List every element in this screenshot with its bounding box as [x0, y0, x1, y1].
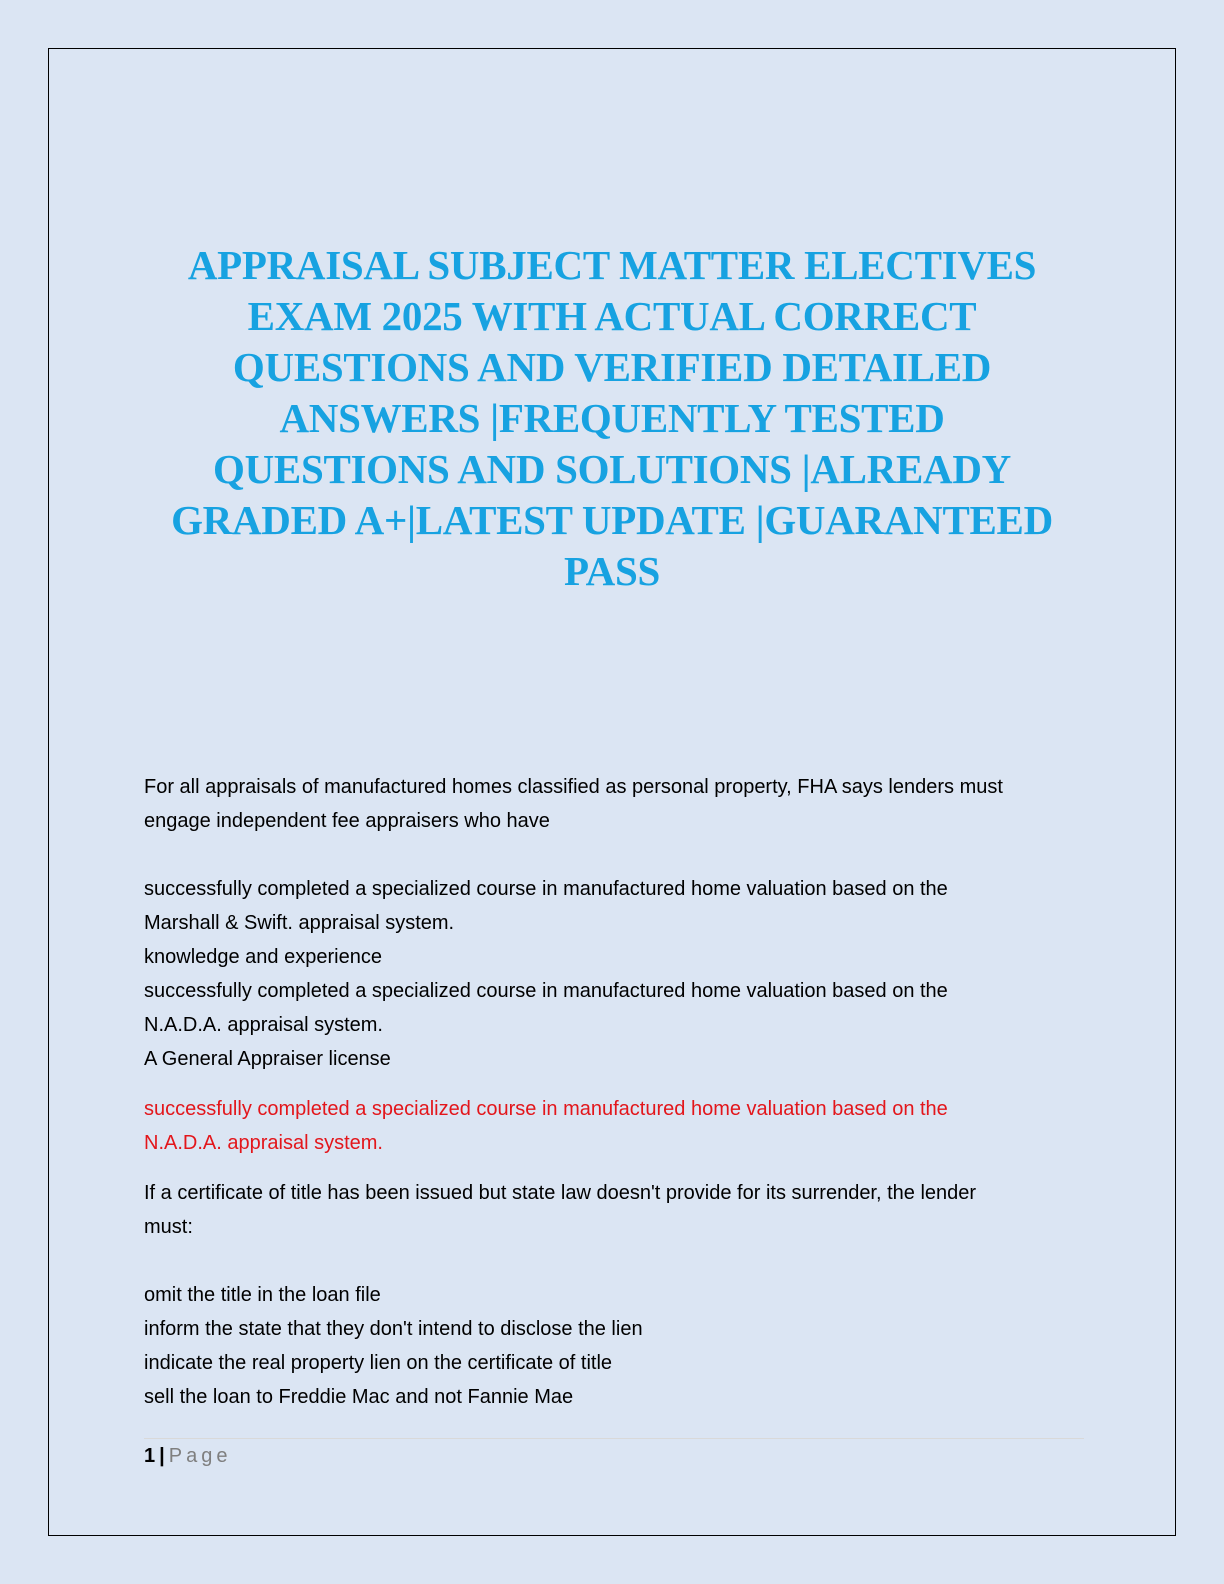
question-text-line: For all appraisals of manufactured homes classified as personal property, FHA says lenders must [144, 776, 1003, 798]
document-title [120, 240, 1104, 597]
answer-line: successfully completed a specialized course in manufactured home valuation based on the [144, 1098, 948, 1120]
option-line: knowledge and experience [144, 946, 382, 968]
option-line: successfully completed a specialized course in manufactured home valuation based on the [144, 980, 948, 1002]
title-line: EXAM 2025 WITH ACTUAL CORRECT [247, 293, 977, 339]
option-line: A General Appraiser license [144, 1048, 391, 1070]
footer-divider [144, 1438, 1084, 1439]
question-block [144, 770, 1084, 1160]
option-line: Marshall & Swift. appraisal system. [144, 912, 455, 934]
option-line: N.A.D.A. appraisal system. [144, 1014, 383, 1036]
title-line: QUESTIONS AND VERIFIED DETAILED [232, 344, 992, 390]
title-line: GRADED A+|LATEST UPDATE |GUARANTEED [171, 497, 1053, 543]
title-line: APPRAISAL SUBJECT MATTER ELECTIVES [187, 242, 1037, 288]
page-footer [144, 1442, 231, 1470]
option-line: omit the title in the loan file [144, 1284, 381, 1306]
question-text-line: engage independent fee appraisers who have [144, 810, 550, 832]
question-text-line: must: [144, 1216, 193, 1238]
document-body [144, 770, 1084, 1414]
page-label: Page [168, 1445, 232, 1467]
option-line: sell the loan to Freddie Mac and not Fannie Mae [144, 1386, 574, 1408]
title-line: PASS [563, 548, 660, 594]
page-number: 1 [144, 1445, 156, 1467]
title-line: ANSWERS |FREQUENTLY TESTED [279, 395, 945, 441]
option-line: inform the state that they don't intend to disclose the lien [144, 1318, 643, 1340]
answer-line: N.A.D.A. appraisal system. [144, 1132, 383, 1154]
question-text-line: If a certificate of title has been issued but state law doesn't provide for its surrender, the lender [144, 1182, 977, 1204]
question-block [144, 1176, 1084, 1414]
footer-separator: | [159, 1445, 165, 1467]
title-line: QUESTIONS AND SOLUTIONS |ALREADY [213, 446, 1011, 492]
option-line: indicate the real property lien on the certificate of title [144, 1352, 613, 1374]
option-line: successfully completed a specialized course in manufactured home valuation based on the [144, 878, 948, 900]
